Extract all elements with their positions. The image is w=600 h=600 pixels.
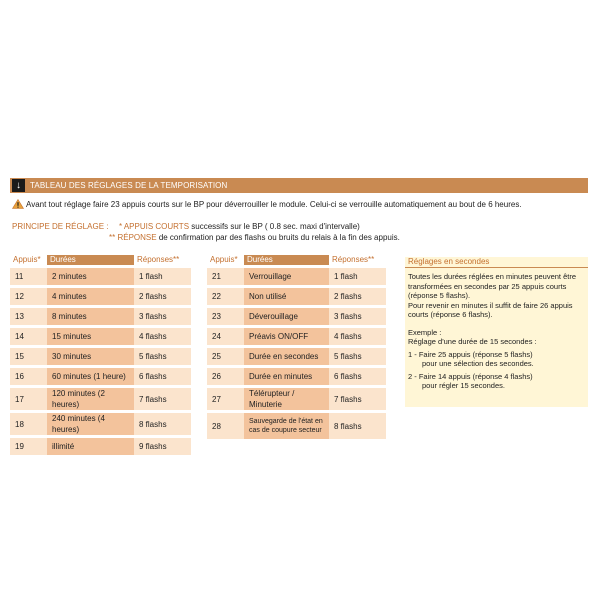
seconds-panel-body — [408, 272, 586, 391]
cell-duree: Déverouillage — [244, 308, 329, 325]
step-1-b: pour une sélection des secondes. — [422, 359, 534, 368]
cell-duree: 8 minutes — [47, 308, 134, 325]
principe-label: PRINCIPE DE RÉGLAGE : — [12, 222, 109, 231]
cell-reponse: 8 flashs — [134, 413, 191, 435]
table-row — [10, 348, 191, 365]
table-row — [207, 328, 386, 345]
table-row — [207, 288, 386, 305]
cell-reponse: 9 flashs — [134, 438, 191, 455]
table-functions — [207, 252, 386, 442]
col-appuis: Appuis* — [13, 255, 41, 264]
cell-duree: illimité — [47, 438, 134, 455]
arrow-down-icon: ↓ — [12, 179, 25, 192]
col-reponses: Réponses** — [137, 255, 180, 264]
cell-reponse: 5 flashs — [329, 348, 386, 365]
cell-appuis: 14 — [10, 328, 47, 345]
col-appuis: Appuis* — [210, 255, 238, 264]
cell-appuis: 12 — [10, 288, 47, 305]
cell-appuis: 24 — [207, 328, 244, 345]
table-row — [207, 268, 386, 285]
cell-duree: Durée en secondes — [244, 348, 329, 365]
table-row — [207, 348, 386, 365]
seconds-para-2: Pour revenir en minutes il suffit de faire 26 appuis courts (réponse 6 flashs). — [408, 300, 573, 319]
cell-appuis: 27 — [207, 388, 244, 410]
cell-reponse: 6 flashs — [329, 368, 386, 385]
cell-reponse: 5 flashs — [134, 348, 191, 365]
cell-duree: 30 minutes — [47, 348, 134, 365]
cell-appuis: 11 — [10, 268, 47, 285]
table-row — [10, 308, 191, 325]
section-header — [10, 178, 588, 193]
table-row — [10, 268, 191, 285]
cell-appuis: 15 — [10, 348, 47, 365]
cell-duree: 60 minutes (1 heure) — [47, 368, 134, 385]
table-row — [10, 328, 191, 345]
table-row — [207, 388, 386, 410]
cell-appuis: 19 — [10, 438, 47, 455]
seconds-para-1: Toutes les durées réglées en minutes peuvent être transformées en secondes par 25 appuis courts (réponse 5 flashs). — [408, 272, 577, 300]
cell-duree: Verrouillage — [244, 268, 329, 285]
cell-duree: Préavis ON/OFF — [244, 328, 329, 345]
table-row — [10, 413, 191, 435]
cell-appuis: 13 — [10, 308, 47, 325]
table-row — [10, 388, 191, 410]
cell-appuis: 28 — [207, 413, 244, 439]
principe-key-reponse: ** RÉPONSE — [109, 233, 157, 242]
cell-reponse: 1 flash — [329, 268, 386, 285]
seconds-panel-title: Réglages en secondes — [408, 257, 490, 266]
example-sub: Réglage d'une durée de 15 secondes : — [408, 337, 537, 346]
cell-appuis: 23 — [207, 308, 244, 325]
cell-duree: Télérupteur / Minuterie — [244, 388, 329, 410]
cell-reponse: 4 flashs — [134, 328, 191, 345]
cell-duree: Non utilisé — [244, 288, 329, 305]
table-row — [207, 368, 386, 385]
step-1-a: 1 - Faire 25 appuis (réponse 5 flashs) — [408, 349, 533, 359]
cell-duree: 120 minutes (2 heures) — [47, 388, 134, 410]
cell-duree: 240 minutes (4 heures) — [47, 413, 134, 435]
warning-icon — [12, 199, 24, 209]
table-row — [10, 438, 191, 455]
table-row — [207, 308, 386, 325]
cell-reponse: 2 flashs — [329, 288, 386, 305]
cell-appuis: 18 — [10, 413, 47, 435]
cell-reponse: 8 flashs — [329, 413, 386, 439]
col-reponses: Réponses** — [332, 255, 375, 264]
cell-reponse: 3 flashs — [134, 308, 191, 325]
seconds-panel-header — [405, 257, 588, 268]
example-title: Exemple : — [408, 327, 442, 337]
principe-key-appuis: * APPUIS COURTS — [118, 222, 190, 231]
col-durees: Durées — [244, 255, 329, 265]
principe-block — [12, 221, 400, 243]
warning-line — [12, 199, 522, 210]
cell-appuis: 21 — [207, 268, 244, 285]
col-durees: Durées — [47, 255, 134, 265]
cell-reponse: 7 flashs — [134, 388, 191, 410]
cell-duree: 2 minutes — [47, 268, 134, 285]
cell-appuis: 17 — [10, 388, 47, 410]
section-title: TABLEAU DES RÉGLAGES DE LA TEMPORISATION — [30, 181, 228, 190]
cell-duree: 4 minutes — [47, 288, 134, 305]
step-2-a: 2 - Faire 14 appuis (réponse 4 flashs) — [408, 371, 533, 381]
table-row — [10, 288, 191, 305]
principe-text-appuis: successifs sur le BP ( 0.8 sec. maxi d'intervalle) — [191, 222, 360, 231]
step-2-b: pour régler 15 secondes. — [422, 381, 505, 390]
cell-reponse: 1 flash — [134, 268, 191, 285]
cell-duree: 15 minutes — [47, 328, 134, 345]
seconds-panel — [405, 257, 588, 407]
table-row — [10, 368, 191, 385]
principe-text-reponse: de confirmation par des flashs ou bruits du relais à la fin des appuis. — [158, 233, 400, 242]
cell-reponse: 3 flashs — [329, 308, 386, 325]
cell-reponse: 2 flashs — [134, 288, 191, 305]
cell-duree: Sauvegarde de l'état en cas de coupure secteur — [244, 413, 329, 439]
cell-reponse: 6 flashs — [134, 368, 191, 385]
cell-appuis: 22 — [207, 288, 244, 305]
table-minutes — [10, 252, 191, 458]
cell-appuis: 16 — [10, 368, 47, 385]
table-row — [207, 413, 386, 439]
cell-appuis: 26 — [207, 368, 244, 385]
cell-duree: Durée en minutes — [244, 368, 329, 385]
cell-reponse: 4 flashs — [329, 328, 386, 345]
cell-reponse: 7 flashs — [329, 388, 386, 410]
cell-appuis: 25 — [207, 348, 244, 365]
warning-text: Avant tout réglage faire 23 appuis courts sur le BP pour déverrouiller le module. Celui-ci se verrouille automatiquement au bout de 6 heures. — [26, 200, 522, 209]
